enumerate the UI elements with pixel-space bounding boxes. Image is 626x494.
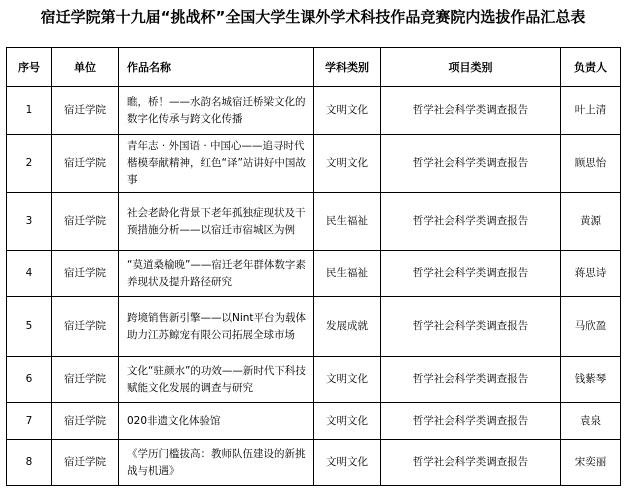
row-discipline: 民生福祉 [314,193,381,251]
row-number: 7 [7,403,52,440]
row-leader: 黄源 [561,193,621,251]
table-row [7,193,621,251]
row-discipline: 文明文化 [314,135,381,193]
row-discipline: 文明文化 [314,403,381,440]
column-header-unit: 单位 [52,48,119,87]
table-row [7,135,621,193]
row-unit: 宿迁学院 [52,440,119,486]
row-unit: 宿迁学院 [52,135,119,193]
row-leader: 顾思怡 [561,135,621,193]
table-row [7,87,621,135]
row-number: 2 [7,135,52,193]
row-leader: 宋奕丽 [561,440,621,486]
row-project-category: 哲学社会科学类调查报告 [381,135,561,193]
row-discipline: 文明文化 [314,87,381,135]
summary-table [6,47,621,486]
table-row [7,357,621,403]
table-row [7,440,621,486]
table-row [7,251,621,297]
row-work-name: 社会老龄化背景下老年孤独症现状及干预措施分析——以宿迁市宿城区为例 [119,193,314,251]
table-row [7,403,621,440]
row-number: 8 [7,440,52,486]
row-work-name: 瞧，桥！——水韵名城宿迁桥梁文化的数字化传承与跨文化传播 [119,87,314,135]
row-unit: 宿迁学院 [52,87,119,135]
column-header-work-name: 作品名称 [119,48,314,87]
row-discipline: 民生福祉 [314,251,381,297]
row-project-category: 哲学社会科学类调查报告 [381,251,561,297]
row-work-name-text: 跨境销售新引擎——以Nint平台为载体助力江苏鲸宠有限公司拓展全球市场 [127,311,307,341]
row-number: 6 [7,357,52,403]
row-unit: 宿迁学院 [52,357,119,403]
row-project-category: 哲学社会科学类调查报告 [381,193,561,251]
column-header-discipline: 学科类别 [314,48,381,87]
row-number: 1 [7,87,52,135]
row-work-name: 020非遗文化体验馆 [119,403,314,440]
row-project-category: 哲学社会科学类调查报告 [381,403,561,440]
row-discipline: 发展成就 [314,297,381,357]
row-leader: 叶上清 [561,87,621,135]
row-leader: 蒋思诗 [561,251,621,297]
row-leader: 钱紫琴 [561,357,621,403]
row-unit: 宿迁学院 [52,251,119,297]
row-work-name: 青年志 · 外国语 · 中国心——追寻时代楷模奉献精神，红色“译”站讲好中国故事 [119,135,314,193]
row-leader: 马欣盈 [561,297,621,357]
table-header-row [7,48,621,87]
row-number: 4 [7,251,52,297]
column-header-number: 序号 [7,48,52,87]
column-header-project-category: 项目类别 [381,48,561,87]
row-unit: 宿迁学院 [52,297,119,357]
row-work-name [119,297,314,357]
row-project-category: 哲学社会科学类调查报告 [381,357,561,403]
row-work-name: “莫道桑榆晚”——宿迁老年群体数字素养现状及提升路径研究 [119,251,314,297]
row-project-category: 哲学社会科学类调查报告 [381,297,561,357]
row-unit: 宿迁学院 [52,403,119,440]
row-project-category: 哲学社会科学类调查报告 [381,87,561,135]
table-row [7,297,621,357]
row-work-name: 文化“驻颜水”的功效——新时代下科技赋能文化发展的调查与研究 [119,357,314,403]
row-number: 5 [7,297,52,357]
row-work-name: 《学历门槛拔高：教师队伍建设的新挑战与机遇》 [119,440,314,486]
column-header-leader: 负责人 [561,48,621,87]
page-title: 宿迁学院第十九届“挑战杯”全国大学生课外学术科技作品竞赛院内选拔作品汇总表 [40,8,586,26]
row-discipline: 文明文化 [314,440,381,486]
row-discipline: 文明文化 [314,357,381,403]
row-leader: 袁泉 [561,403,621,440]
row-number: 3 [7,193,52,251]
row-project-category: 哲学社会科学类调查报告 [381,440,561,486]
row-unit: 宿迁学院 [52,193,119,251]
